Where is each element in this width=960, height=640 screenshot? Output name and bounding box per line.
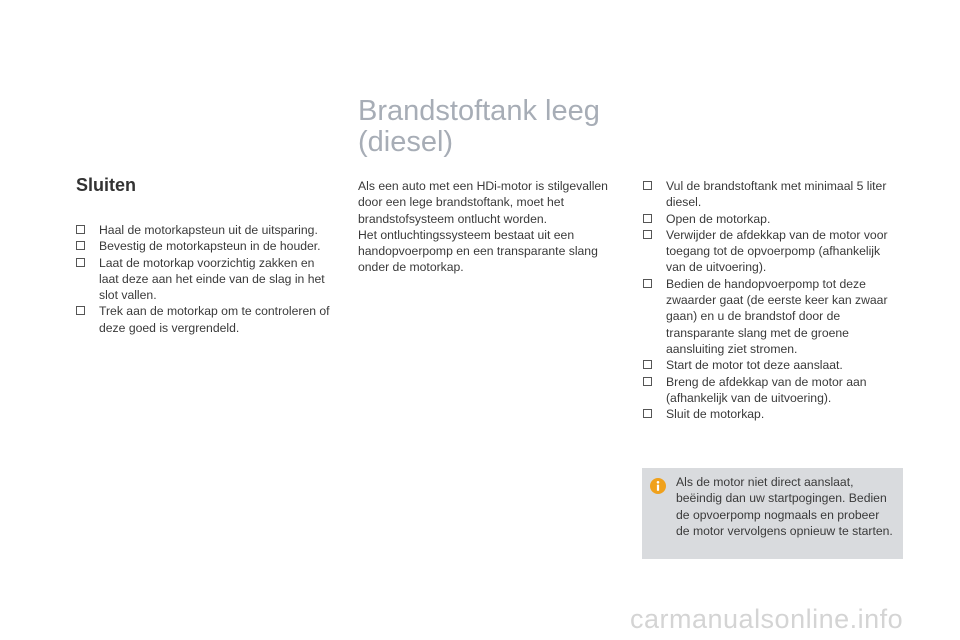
list-item: Breng de afdekkap van de motor aan (afhankelijk van de uitvoering). xyxy=(643,374,893,407)
list-item: Bevestig de motorkapsteun in de houder. xyxy=(76,238,334,254)
checkbox-bullet-icon xyxy=(643,230,652,239)
checkbox-bullet-icon xyxy=(643,214,652,223)
checkbox-bullet-icon xyxy=(76,306,85,315)
info-text: Als de motor niet direct aanslaat, beëindig dan uw startpogingen. Bedien de opvoerpomp nogmaals en probeer de motor vervolgens opnieuw te starten. xyxy=(676,475,893,538)
list-item: Laat de motorkap voorzichtig zakken en laat deze aan het einde van de slag in het slot vallen. xyxy=(76,255,334,304)
list-item: Sluit de motorkap. xyxy=(643,406,893,422)
list-item: Trek aan de motorkap om te controleren of deze goed is vergrendeld. xyxy=(76,303,334,336)
page-title: Brandstoftank leeg (diesel) xyxy=(358,95,600,158)
list-item: Start de motor tot deze aanslaat. xyxy=(643,357,893,373)
list-item: Verwijder de afdekkap van de motor voor toegang tot de opvoerpomp (afhankelijk van de uitvoering). xyxy=(643,227,893,276)
checkbox-bullet-icon xyxy=(643,409,652,418)
watermark: carmanualsonline.info xyxy=(630,604,904,634)
section-heading-sluiten: Sluiten xyxy=(76,175,137,195)
checkbox-bullet-icon xyxy=(643,377,652,386)
list-item: Haal de motorkapsteun uit de uitsparing. xyxy=(76,222,334,238)
bleeding-steps-list xyxy=(643,178,893,422)
closing-steps-list xyxy=(76,222,334,336)
checkbox-bullet-icon xyxy=(643,181,652,190)
list-item: Open de motorkap. xyxy=(643,211,893,227)
checkbox-bullet-icon xyxy=(76,258,85,267)
info-icon xyxy=(650,478,666,494)
checkbox-bullet-icon xyxy=(76,225,85,234)
checkbox-bullet-icon xyxy=(643,360,652,369)
info-box xyxy=(642,468,903,559)
intro-paragraph: Als een auto met een HDi-motor is stilgevallen door een lege brandstoftank, moet het brandstofsysteem ontlucht worden. Het ontluchtingssysteem bestaat uit een handopvoerpomp en een transparante slang onder de motorkap. xyxy=(358,179,608,275)
checkbox-bullet-icon xyxy=(76,241,85,250)
checkbox-bullet-icon xyxy=(643,279,652,288)
list-item: Bedien de handopvoerpomp tot deze zwaarder gaat (de eerste keer kan zwaar gaan) en u de brandstof door de transparante slang met de groene aansluiting ziet stromen. xyxy=(643,276,893,357)
list-item: Vul de brandstoftank met minimaal 5 liter diesel. xyxy=(643,178,893,211)
